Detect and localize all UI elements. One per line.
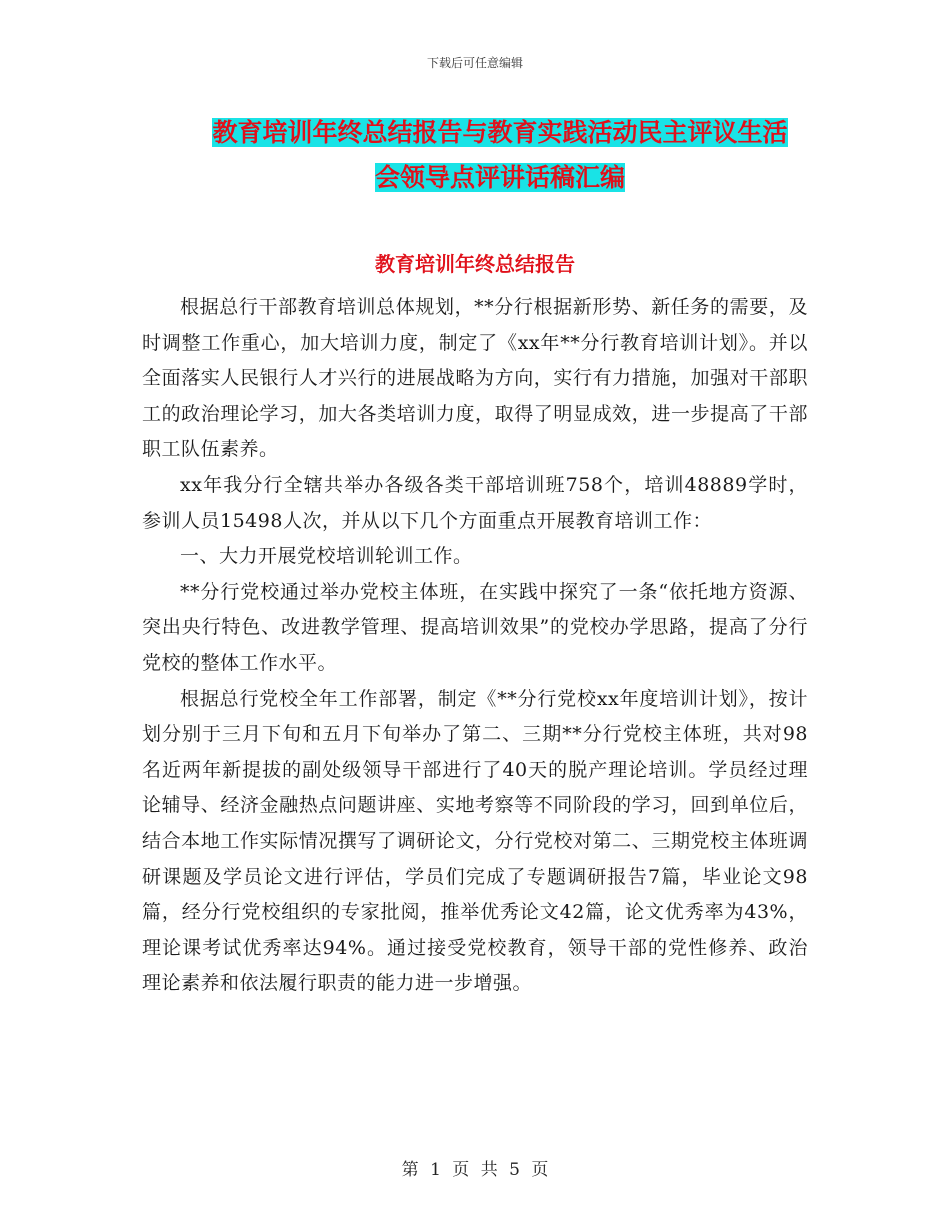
- title-line-1: 教育培训年终总结报告与教育实践活动民主评议生活: [212, 118, 788, 147]
- paragraph: 根据总行干部教育培训总体规划，**分行根据新形势、新任务的需要，及时调整工作重心，加大培训力度，制定了《xx年**分行教育培训计划》。并以全面落实人民银行人才兴行的进展战略为方向，实行有力措施，加强对干部职工的政治理论学习，加大各类培训力度，取得了明显成效，进一步提高了干部职工队伍素养。: [142, 296, 808, 461]
- page-footer: 第 1 页 共 5 页: [401, 1160, 549, 1180]
- body-text: [142, 290, 808, 1002]
- paragraph: **分行党校通过举办党校主体班，在实践中探究了一条“依托地方资源、突出央行特色、改进教学管理、提高培训效果”的党校办学思路，提高了分行党校的整体工作水平。: [142, 580, 808, 674]
- header-note: 下载后可任意编辑: [426, 56, 523, 70]
- paragraph: 一、大力开展党校培训轮训工作。: [180, 545, 473, 568]
- section-title: 教育培训年终总结报告: [375, 252, 575, 276]
- title-line-2: 会领导点评讲话稿汇编: [374, 163, 625, 192]
- paragraph: 根据总行党校全年工作部署，制定《**分行党校xx年度培训计划》，按计划分别于三月下旬和五月下旬举办了第二、三期**分行党校主体班，共对98名近两年新提拔的副处级领导干部进行了40天的脱产理论培训。学员经过理论辅导、经济金融热点问题讲座、实地考察等不同阶段的学习，回到单位后，结合本地工作实际情况撰写了调研论文，分行党校对第二、三期党校主体班调研课题及学员论文进行评估，学员们完成了专题调研报告7篇，毕业论文98篇，经分行党校组织的专家批阅，推举优秀论文42篇，论文优秀率为43%，理论课考试优秀率达94%。通过接受党校教育，领导干部的党性修养、政治理论素养和依法履行职责的能力进一步增强。: [142, 687, 808, 995]
- document-title: [150, 110, 850, 200]
- paragraph: xx年我分行全辖共举办各级各类干部培训班758个，培训48889学时，参训人员15498人次，并从以下几个方面重点开展教育培训工作：: [142, 473, 808, 532]
